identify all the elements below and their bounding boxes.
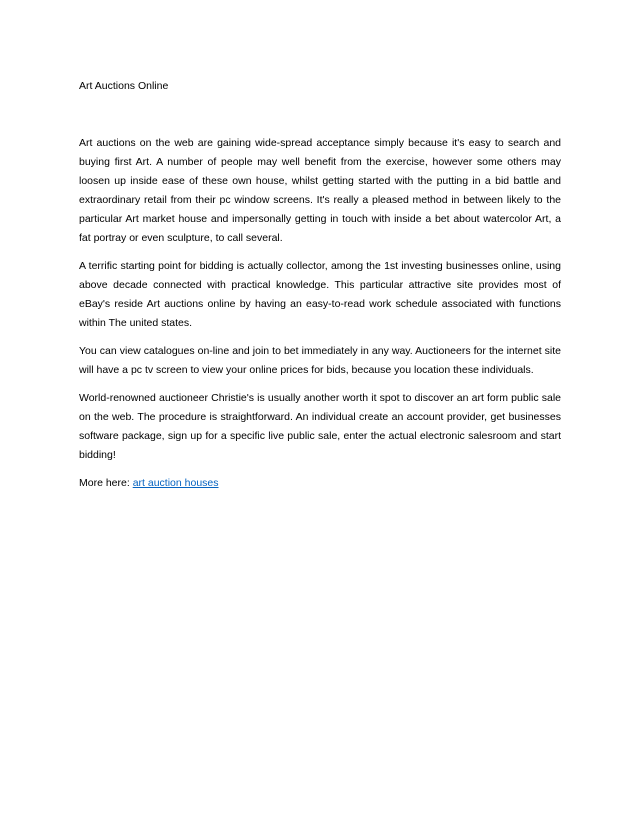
art-auction-houses-link[interactable]: art auction houses <box>132 477 219 489</box>
more-here-prefix: More here: <box>79 477 133 489</box>
paragraph-1: Art auctions on the web are gaining wide-spread acceptance simply because it's easy to search and buying first Art. A number of people may well benefit from the exercise, however some others may loosen up inside ease of these own house, whilst getting started with the putting in a bid battle and extraordinary retail from their pc window screens. It's really a pleased method in between likely to the particular Art market house and impersonally getting in touch with inside a bet about watercolor Art, a fat portray or even sculpture, to call several. <box>79 137 561 244</box>
paragraph-4: World-renowned auctioneer Christie's is usually another worth it spot to discover an art form public sale on the web. The procedure is straightforward. An individual create an account provider, get businesses software package, sign up for a specific live public sale, enter the actual electronic salesroom and start bidding! <box>79 392 561 461</box>
document-page <box>79 77 561 502</box>
more-here-line <box>79 474 561 493</box>
document-title: Art Auctions Online <box>79 80 169 92</box>
paragraph-3: You can view catalogues on-line and join to bet immediately in any way. Auctioneers for the internet site will have a pc tv screen to view your online prices for bids, because you location these individuals. <box>79 345 561 376</box>
paragraph-2: A terrific starting point for bidding is actually collector, among the 1st investing businesses online, using above decade connected with practical knowledge. This particular attractive site provides most of eBay's reside Art auctions online by having an easy-to-read work schedule associated with functions within The united states. <box>79 260 561 329</box>
